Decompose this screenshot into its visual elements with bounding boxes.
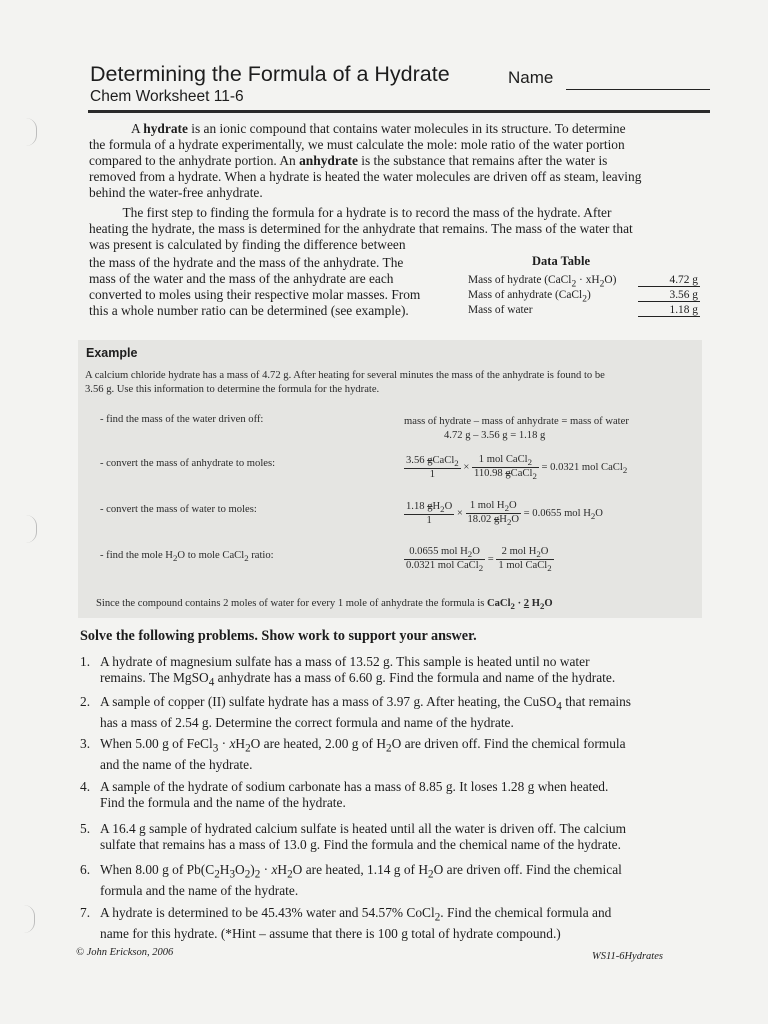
data-table-value: 1.18 g bbox=[638, 304, 700, 317]
problem-line: and the name of the hydrate. bbox=[100, 756, 253, 772]
intro-line: converted to moles using their respective molar masses. From bbox=[89, 287, 421, 302]
problem-line: When 5.00 g of FeCl$_3$ · $xH_2O$ are heated, 2.00 g of $H_2O$ are driven off. Find the chemical formula bbox=[100, 736, 626, 755]
problem-line: A hydrate of magnesium sulfate has a mass of 13.52 g. This sample is heated until no water bbox=[100, 654, 590, 669]
water-equation: mass of hydrate – mass of anhydrate = mass of water bbox=[404, 416, 629, 427]
problems-heading: Solve the following problems. Show work to support your answer. bbox=[80, 628, 477, 644]
problem-line: Find the formula and the name of the hydrate. bbox=[100, 795, 346, 810]
data-table-label: Mass of hydrate (CaCl$_2$ · $xH_2O$) bbox=[468, 274, 617, 290]
water-equation-values: 4.72 g – 3.56 g = 1.18 g bbox=[444, 430, 546, 441]
problem-line: has a mass of 2.54 g. Determine the correct formula and name of the hydrate. bbox=[100, 714, 514, 730]
example-title: Example bbox=[86, 346, 138, 360]
intro-line: removed from a hydrate. When a hydrate is heated the water molecules are driven off as steam, leaving bbox=[89, 169, 642, 184]
intro-line: compared to the anhydrate portion. An anhydrate is the substance that remains after the water is bbox=[89, 153, 608, 168]
data-table-value: 4.72 g bbox=[638, 274, 700, 287]
example-line: A calcium chloride hydrate has a mass of 4.72 g. After heating for several minutes the mass of the anhydrate is found to be bbox=[85, 370, 605, 381]
problem-line: sulfate that remains has a mass of 13.0 g. Find the formula and the chemical name of the hydrate. bbox=[100, 837, 621, 852]
intro-line: heating the hydrate, the mass is determined for the anhydrate that remains. The mass of the water that bbox=[89, 221, 633, 236]
header-rule bbox=[88, 110, 710, 113]
footer-code: WS11-6Hydrates bbox=[592, 951, 663, 962]
intro-line: A hydrate is an ionic compound that contains water molecules in its structure. To determine bbox=[131, 121, 626, 136]
worksheet-title: Determining the Formula of a Hydrate bbox=[90, 62, 450, 86]
intro-line: the mass of the hydrate and the mass of the anhydrate. The bbox=[89, 255, 404, 270]
worksheet-page: Determining the Formula of a Hydrate Chem Worksheet 11-6 Name A hydrate is an ionic compound that contains water molecules in its structure. To determine the formula of a hydrate experimentally, we must calculate the mole: mole ratio of the water portion compared to the anhydrate portion. An anhydrate is the substance that remains after the water is removed from a hydrate. When a hydrate is heated the water molecules are driven off as steam, leaving behind the water-free anhydrate. The first step to finding the formula for a hydrate is to record the mass of the hydrate. After heating the hydrate, the mass is determined for the anhydrate that remains. The mass of the water that was present is calculated by finding the difference between the mass of the hydrate and the mass of the anhydrate. The mass of the water and the mass of the anhydrate are each converted to moles using their respective molar masses. From this a whole number ratio can be determined (see example). Data Table Mass of hydrate (CaCl$_2$ · $xH_2O$) 4.72 g Mass of anhydrate (CaCl$_2$) 3.56 g Mass of water 1.18 g Example A calcium chloride hydrate has a mass of 4.72 g. After heating for several minutes the mass of the anhydrate is found to be 3.56 g. Use this information to determine the formula for the hydrate. - find the mass of the water driven off: mass of hydrate – mass of anhydrate = mass of water 4.72 g – 3.56 g = 1.18 g - convert the mass of anhydrate to moles: $\frac{3.56 gCaCl_2}{1}$ × $\frac{1 mol CaCl_2}{110.98 gCaCl_2}$ = 0.0321 mol CaCl$_2$ - convert the mass of water to moles: $\frac{1.18 gH_2O}{1}$ × $\frac{1 mol H_2O}{18.02 gH_2O}$ = 0.0655 mol $H_2O$ - find the mole $H_2O$ to mole CaCl$_2$ ratio: $\frac{0.0655 mol H_2O}{0.0321 mol CaCl_2}$ = $\frac{2 mol H_2O}{1 mol CaCl_2}$ Since the compound contains 2 moles of water for every 1 mole of anhydrate the formula is CaCl$_2$ · 2 $H_2O$ Solve the following problems. Show work to support your answer. 1. A hydrate of magnesium sulfate has a mass of 13.52 g. This sample is heated until no water remains. The MgSO$_4$ anhydrate has a mass of 6.60 g. Find the formula and name of the hydrate. 2. A sample of copper (II) sulfate hydrate has a mass of 3.97 g. After heating, the CuSO$_4$ that remains has a mass of 2.54 g. Determine the correct formula and name of the hydrate. 3. When 5.00 g of FeCl$_3$ · $xH_2O$ are heated, 2.00 g of $H_2O$ are driven off. Find the chemical formula and the name of the hydrate. 4. A sample of the hydrate of sodium carbonate has a mass of 8.85 g. It loses 1.28 g when heated. Find the formula and the name of the hydrate. 5. A 16.4 g sample of hydrated calcium sulfate is heated until all the water is driven off. The calcium sulfate that remains has a mass of 13.0 g. Find the formula and the chemical name of the hydrate. 6. When 8.00 g of $Pb(C_2H_3O_2)_2 \cdot xH_2O$ are heated, 1.14 g of $H_2O$ are driven off. Find the chemical formula and the name of the hydrate. 7. A hydrate is determined to be 45.43% water and 54.57% CoCl$_2$. Find the chemical formula and name for this hydrate. (*Hint – assume that there is 100 g total of hydrate compound.) © John Erickson, 2006 WS11-6Hydrates bbox=[0, 0, 768, 1024]
example-step: - find the mole $H_2O$ to mole CaCl$_2$ ratio: bbox=[100, 550, 274, 564]
anhydrate-mole-calc: $\frac{3.56 gCaCl_2}{1}$ × $\frac{1 mol CaCl_2}{110.98 gCaCl_2}$ = 0.0321 mol CaCl$_2$ bbox=[406, 454, 628, 482]
intro-paragraph-3 bbox=[89, 255, 420, 319]
water-mole-calc: $\frac{1.18 gH_2O}{1}$ × $\frac{1 mol H_2O}{18.02 gH_2O}$ = 0.0655 mol $H_2O$ bbox=[406, 500, 603, 528]
intro-line: this a whole number ratio can be determined (see example). bbox=[89, 303, 409, 318]
mole-ratio-calc: $\frac{0.0655 mol H_2O}{0.0321 mol CaCl_2}$ = $\frac{2 mol H_2O}{1 mol CaCl_2}$ bbox=[406, 546, 552, 574]
intro-paragraph-1 bbox=[89, 121, 641, 201]
example-line: 3.56 g. Use this information to determine the formula for the hydrate. bbox=[85, 384, 380, 395]
data-table-value: 3.56 g bbox=[638, 289, 700, 302]
footer-copyright: © John Erickson, 2006 bbox=[76, 947, 174, 958]
data-table-label: Mass of anhydrate (CaCl$_2$) bbox=[468, 289, 591, 305]
problem-line: name for this hydrate. (*Hint – assume that there is 100 g total of hydrate compound.) bbox=[100, 925, 561, 941]
problem-line: A sample of the hydrate of sodium carbonate has a mass of 8.85 g. It loses 1.28 g when heated. bbox=[100, 779, 609, 794]
data-table-label: Mass of water bbox=[468, 304, 533, 316]
intro-line: was present is calculated by finding the difference between bbox=[89, 237, 406, 252]
problem-line: A hydrate is determined to be 45.43% water and 54.57% CoCl$_2$. Find the chemical formula and bbox=[100, 905, 612, 924]
example-step: - convert the mass of anhydrate to moles: bbox=[100, 458, 276, 469]
name-blank-line bbox=[566, 89, 710, 90]
name-label: Name bbox=[508, 68, 554, 87]
margin-punch-mark bbox=[26, 118, 37, 146]
problem-line: When 8.00 g of $Pb(C_2H_3O_2)_2 \cdot xH_2O$ are heated, 1.14 g of $H_2O$ are driven off. Find the chemical bbox=[100, 862, 622, 881]
example-step: - find the mass of the water driven off: bbox=[100, 414, 264, 425]
intro-line: mass of the water and the mass of the anhydrate are each bbox=[89, 271, 394, 286]
problem-line: remains. The MgSO$_4$ anhydrate has a mass of 6.60 g. Find the formula and name of the hydrate. bbox=[100, 670, 616, 689]
problem-line: A sample of copper (II) sulfate hydrate has a mass of 3.97 g. After heating, the CuSO$_4$ that remains bbox=[100, 694, 632, 713]
intro-line: behind the water-free anhydrate. bbox=[89, 185, 263, 200]
data-table-title: Data Table bbox=[532, 254, 591, 268]
margin-punch-mark bbox=[24, 905, 35, 933]
example-conclusion: Since the compound contains 2 moles of water for every 1 mole of anhydrate the formula is CaCl$_2$ · 2 $H_2O$ bbox=[96, 598, 553, 612]
margin-punch-mark bbox=[26, 515, 37, 543]
problem-line: A 16.4 g sample of hydrated calcium sulfate is heated until all the water is driven off. The calcium bbox=[100, 821, 627, 836]
intro-line: the formula of a hydrate experimentally, we must calculate the mole: mole ratio of the water portion bbox=[89, 137, 625, 152]
intro-line: The first step to finding the formula for a hydrate is to record the mass of the hydrate. After bbox=[89, 205, 612, 220]
example-step: - convert the mass of water to moles: bbox=[100, 504, 257, 515]
intro-paragraph-2 bbox=[89, 205, 633, 253]
problem-line: formula and the name of the hydrate. bbox=[100, 882, 299, 898]
worksheet-subtitle: Chem Worksheet 11-6 bbox=[90, 88, 244, 105]
example-text bbox=[85, 369, 605, 397]
